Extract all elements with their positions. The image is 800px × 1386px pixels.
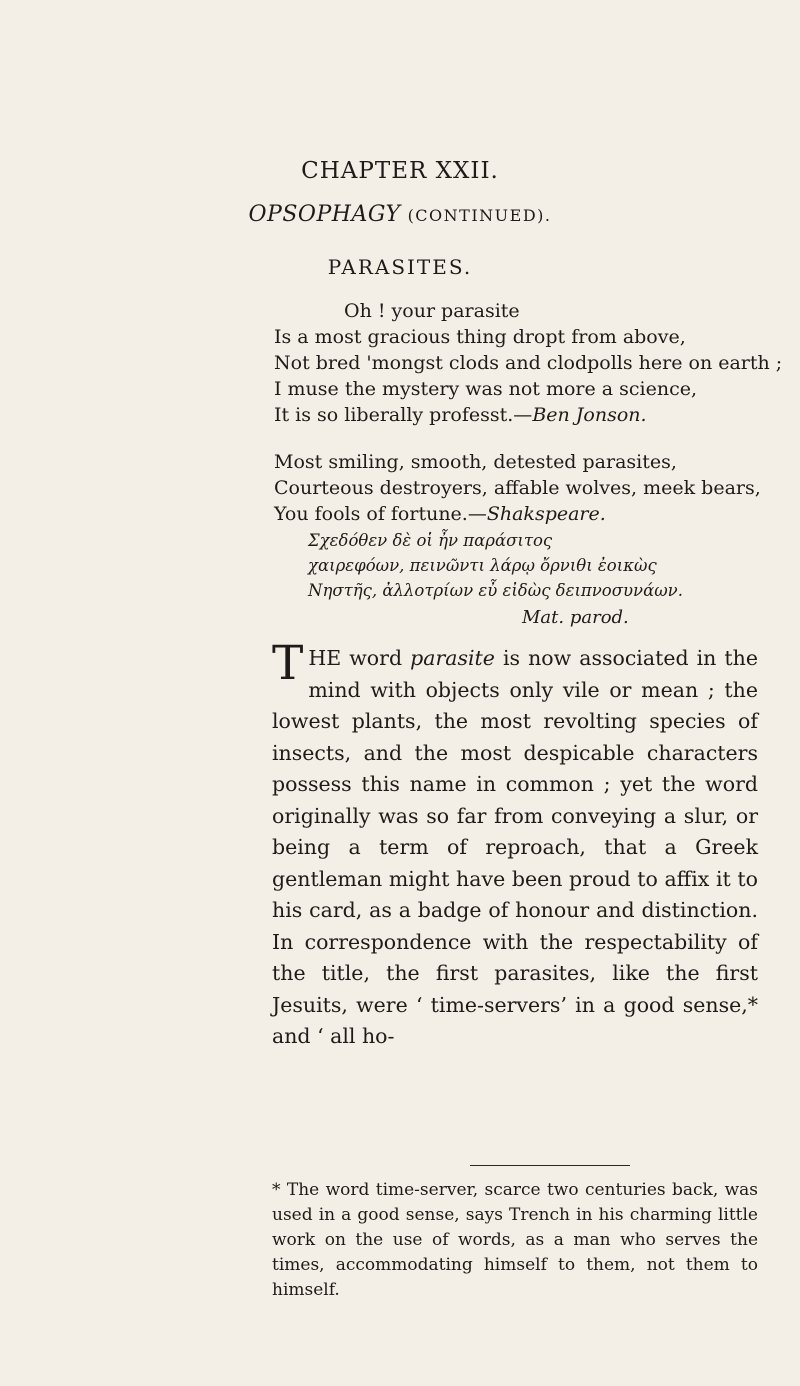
body-word: word xyxy=(349,646,403,670)
body-paragraph xyxy=(272,636,758,1053)
greek-line: χαιρεφόων, πεινῶντι λάρῳ ὄρνιθι ἐοικὼς xyxy=(308,556,657,575)
poem-attribution: Ben Jonson. xyxy=(532,404,647,426)
drop-cap: T xyxy=(272,636,304,691)
poem-jonson xyxy=(274,298,520,324)
greek-line: Σχεδόθεν δὲ οἱ ἦν παράσιτος xyxy=(308,531,553,550)
body-text: is now associated in the mind with objects only vile or mean ; the lowest plants, the most revolting species of insects, and the most despicable characters possess this name in common ; yet the word originally was so far from conveying a slur, or being a term of reproach, that a Greek gentleman might have been proud to affix it to his card, as a badge of honour and distinction. In correspondence with the respectability of the title, the first parasites, like the first Jesuits, were ‘ time-servers’ in a good sense,* and ‘ all ho- xyxy=(272,646,758,1048)
section-title-main: OPSOPHAGY xyxy=(248,202,401,227)
poem-jonson-body xyxy=(274,324,782,428)
poem-line: Courteous destroyers, affable wolves, meek bears, xyxy=(274,477,761,499)
section-title-sub: (CONTINUED). xyxy=(407,206,552,225)
greek-attribution: Mat. parod. xyxy=(522,607,629,628)
footnote: * The word time-server, scarce two centuries back, was used in a good sense, says Trench in his charming little work on the use of words, as a man who serves the times, accommodating himself to them, not them to himself. xyxy=(272,1180,758,1300)
poem-attribution: Shakspeare. xyxy=(486,503,606,525)
poem-line: Most smiling, smooth, detested parasites, xyxy=(274,451,677,473)
section-title xyxy=(0,202,800,227)
poem-line: I muse the mystery was not more a science, xyxy=(274,378,698,400)
poem-line: It is so liberally professt.—Ben Jonson. xyxy=(274,404,647,426)
footnote-rule xyxy=(470,1165,630,1166)
poem-shakespeare xyxy=(274,449,761,527)
poem-line: You fools of fortune.—Shakspeare. xyxy=(274,503,606,525)
opening-caps: HE xyxy=(308,646,342,670)
greek-quotation xyxy=(308,528,683,603)
poem-line: Not bred 'mongst clods and clodpolls here on earth ; xyxy=(274,352,783,374)
greek-line: Νηστῆς, ἀλλοτρίων εὖ εἰδὼς δειπνοσυνάων. xyxy=(308,581,683,600)
poem-line: Is a most gracious thing dropt from above, xyxy=(274,326,686,348)
parasites-heading: PARASITES. xyxy=(327,255,473,279)
poem-line: Oh ! your parasite xyxy=(344,300,520,322)
italic-term: parasite xyxy=(410,646,495,670)
chapter-title: CHAPTER XXII. xyxy=(301,158,499,184)
